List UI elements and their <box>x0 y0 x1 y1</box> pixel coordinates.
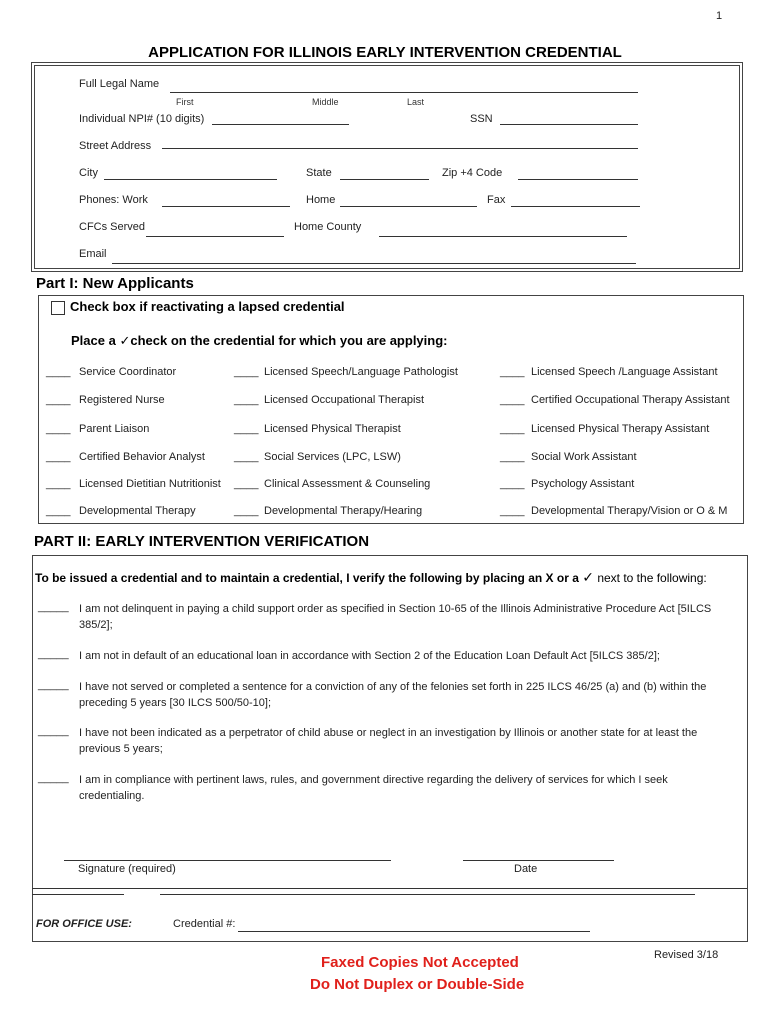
state-field[interactable] <box>340 179 429 180</box>
credential-label: Social Work Assistant <box>531 451 637 463</box>
revised-date: Revised 3/18 <box>654 949 719 961</box>
email-field[interactable] <box>112 263 636 264</box>
verification-blank[interactable]: _____ <box>38 679 69 691</box>
ssn-field[interactable] <box>500 124 638 125</box>
credential-label: Certified Occupational Therapy Assistant <box>531 394 730 406</box>
work-phone-field[interactable] <box>162 206 290 207</box>
credential-label: Licensed Speech/Language Pathologist <box>264 366 458 378</box>
credential-label: Developmental Therapy/Vision or O & M <box>531 505 728 517</box>
verification-blank[interactable]: _____ <box>38 772 69 784</box>
divider <box>160 894 695 895</box>
credential-checkbox-blank[interactable]: ____ <box>46 478 71 490</box>
verification-statement: I have not been indicated as a perpetrator of child abuse or neglect in an investigation by Illinois or another state for at least the previous 5 years; <box>79 727 698 755</box>
credential-label: Licensed Dietitian Nutritionist <box>79 478 221 490</box>
reactivate-label: Check box if reactivating a lapsed credential <box>70 299 345 314</box>
verification-blank[interactable]: _____ <box>38 601 69 613</box>
credential-label: Certified Behavior Analyst <box>79 451 205 463</box>
part2-heading: PART II: EARLY INTERVENTION VERIFICATION <box>34 533 370 550</box>
credential-label: Developmental Therapy/Hearing <box>264 505 423 517</box>
full-legal-name-label: Full Legal Name <box>79 78 160 90</box>
verification-statement: I am in compliance with pertinent laws, rules, and government directive regarding the delivery of services for which I seek credentialing. <box>79 774 668 802</box>
street-field[interactable] <box>162 148 638 149</box>
credential-checkbox-blank[interactable]: ____ <box>500 478 525 490</box>
date-label: Date <box>514 863 538 875</box>
credential-label: Service Coordinator <box>79 366 177 378</box>
office-use-label: FOR OFFICE USE: <box>36 918 132 930</box>
place-check-instruction <box>71 333 447 349</box>
zip-field[interactable] <box>518 179 638 180</box>
credential-checkbox-blank[interactable]: ____ <box>46 394 71 406</box>
place-check-a: Place a <box>71 333 116 348</box>
page-title: APPLICATION FOR ILLINOIS EARLY INTERVENTION CREDENTIAL <box>148 44 622 61</box>
email-label: Email <box>79 248 107 260</box>
credential-checkbox-blank[interactable]: ____ <box>500 366 525 378</box>
credential-checkbox-blank[interactable]: ____ <box>234 366 259 378</box>
city-field[interactable] <box>104 179 277 180</box>
credential-checkbox-blank[interactable]: ____ <box>46 423 71 435</box>
faxed-notice: Faxed Copies Not Accepted <box>321 954 519 971</box>
state-label: State <box>306 167 332 179</box>
signature-field[interactable] <box>64 860 391 861</box>
phones-work-label: Phones: Work <box>79 194 148 206</box>
divider <box>32 894 124 895</box>
credential-checkbox-blank[interactable]: ____ <box>46 451 71 463</box>
verification-statement: I have not served or completed a sentence for a conviction of any of the felonies set forth in 225 ILCS 46/25 (a) and (b) within the preceding 5 years [30 ILCS 500/50-10]; <box>79 681 707 709</box>
credential-label: Developmental Therapy <box>79 505 196 517</box>
home-phone-label: Home <box>306 194 336 206</box>
credential-label: Clinical Assessment & Counseling <box>264 478 431 490</box>
credential-checkbox-blank[interactable]: ____ <box>500 423 525 435</box>
credential-label: Licensed Physical Therapy Assistant <box>531 423 710 435</box>
check-mark-icon: ✓ <box>119 334 131 349</box>
part2-intro-text: To be issued a credential and to maintain a credential, I verify the following by placing an X or a <box>35 571 579 585</box>
ssn-label: SSN <box>470 113 493 125</box>
reactivate-checkbox[interactable] <box>51 301 65 315</box>
credential-checkbox-blank[interactable]: ____ <box>234 478 259 490</box>
zip-label: Zip +4 Code <box>442 167 503 179</box>
credential-checkbox-blank[interactable]: ____ <box>234 451 259 463</box>
credential-checkbox-blank[interactable]: ____ <box>234 423 259 435</box>
cfcs-label: CFCs Served <box>79 221 146 233</box>
verification-blank[interactable]: _____ <box>38 648 69 660</box>
home-county-field[interactable] <box>379 236 627 237</box>
credential-number-label: Credential #: <box>173 918 236 930</box>
fax-field[interactable] <box>511 206 640 207</box>
personal-info-box <box>34 65 740 269</box>
place-check-b: check on the credential for which you are applying: <box>130 333 448 348</box>
credential-checkbox-blank[interactable]: ____ <box>46 366 71 378</box>
home-phone-field[interactable] <box>340 206 477 207</box>
part2-intro <box>35 570 707 586</box>
last-label: Last <box>407 97 425 107</box>
home-county-label: Home County <box>294 221 362 233</box>
street-label: Street Address <box>79 140 152 152</box>
credential-checkbox-blank[interactable]: ____ <box>234 505 259 517</box>
credential-checkbox-blank[interactable]: ____ <box>234 394 259 406</box>
check-mark-icon: ✓ <box>582 570 594 586</box>
credential-label: Social Services (LPC, LSW) <box>264 451 401 463</box>
page-number: 1 <box>716 10 723 22</box>
date-field[interactable] <box>463 860 614 861</box>
credential-checkbox-blank[interactable]: ____ <box>46 505 71 517</box>
credential-label: Parent Liaison <box>79 423 150 435</box>
cfcs-field[interactable] <box>146 236 284 237</box>
first-label: First <box>176 97 194 107</box>
npi-label: Individual NPI# (10 digits) <box>79 113 205 125</box>
credential-label: Psychology Assistant <box>531 478 635 490</box>
part2-intro-tail: next to the following: <box>597 571 707 585</box>
credential-checkbox-blank[interactable]: ____ <box>500 505 525 517</box>
city-label: City <box>79 167 98 179</box>
credential-label: Licensed Speech /Language Assistant <box>531 366 718 378</box>
fax-label: Fax <box>487 194 506 206</box>
credential-label: Licensed Physical Therapist <box>264 423 401 435</box>
middle-label: Middle <box>312 97 339 107</box>
verification-statement: I am not delinquent in paying a child support order as specified in Section 10-65 of the Illinois Administrative Procedure Act [5ILCS 385/2]; <box>79 603 712 631</box>
credential-label: Licensed Occupational Therapist <box>264 394 425 406</box>
credential-label: Registered Nurse <box>79 394 165 406</box>
duplex-notice: Do Not Duplex or Double-Side <box>310 976 525 993</box>
divider <box>32 888 747 889</box>
full-legal-name-field[interactable] <box>170 92 638 93</box>
signature-label: Signature (required) <box>78 863 176 875</box>
credential-checkbox-blank[interactable]: ____ <box>500 451 525 463</box>
verification-statement: I am not in default of an educational loan in accordance with Section 2 of the Education Loan Default Act [5ILCS 385/2]; <box>79 650 660 662</box>
part1-heading: Part I: New Applicants <box>36 275 194 292</box>
verification-blank[interactable]: _____ <box>38 725 69 737</box>
npi-field[interactable] <box>212 124 349 125</box>
credential-checkbox-blank[interactable]: ____ <box>500 394 525 406</box>
credential-number-field[interactable] <box>238 931 590 932</box>
